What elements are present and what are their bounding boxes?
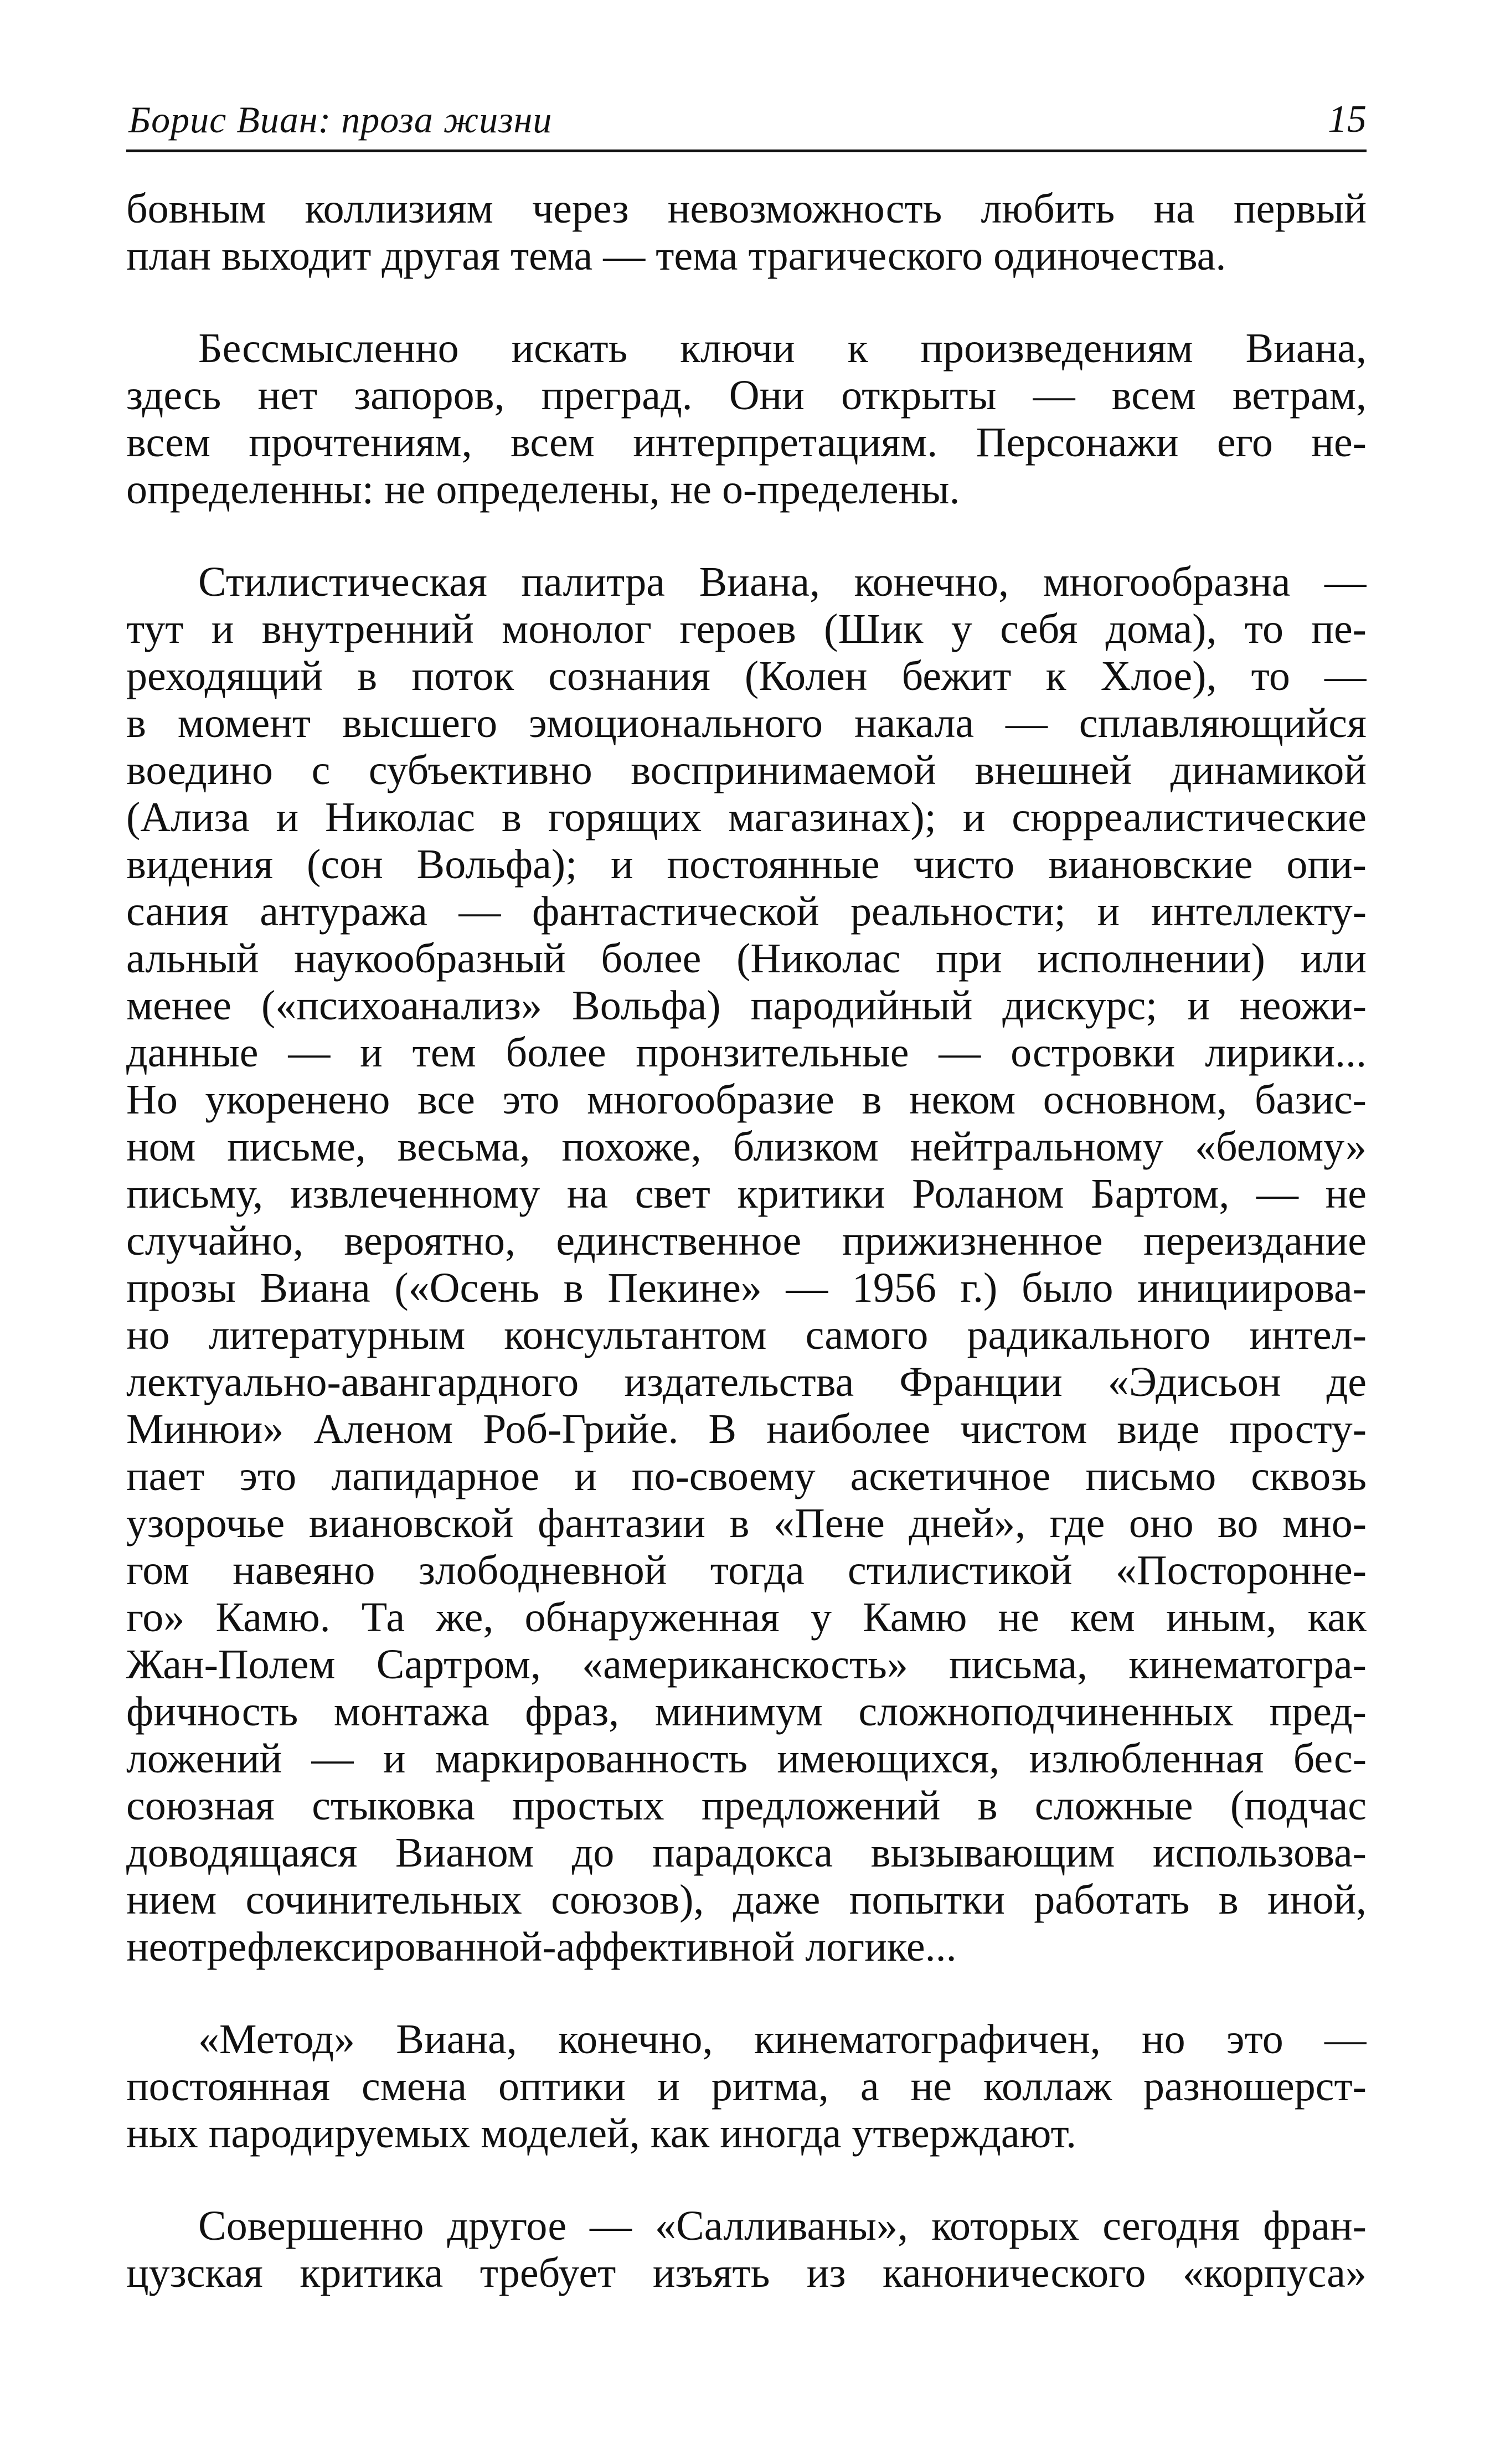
text-line: узорочье виановской фантазии в «Пене дней», где оно во мно-	[126, 1500, 1367, 1547]
text-line: фичность монтажа фраз, минимум сложноподчиненных пред-	[126, 1688, 1367, 1735]
text-line: в момент высшего эмоционального накала — сплавляющийся	[126, 700, 1367, 746]
text-line: прозы Виана («Осень в Пекине» — 1956 г.) было инициирова-	[126, 1265, 1367, 1311]
text-line: но литературным консультантом самого радикального интел-	[126, 1312, 1367, 1358]
text-line: нием сочинительных союзов), даже попытки работать в иной,	[126, 1877, 1367, 1923]
text-line: письму, извлеченному на свет критики Роланом Бартом, — не	[126, 1171, 1367, 1217]
text-line: (Ализа и Николас в горящих магазинах); и сюрреалистические	[126, 794, 1367, 841]
text-line: «Метод» Виана, конечно, кинематографичен, но это —	[198, 2016, 1367, 2063]
text-line: лектуально-авангардного издательства Франции «Эдисьон де	[126, 1359, 1367, 1405]
text-line: го» Камю. Та же, обнаруженная у Камю не кем иным, как	[126, 1594, 1367, 1641]
text-line: план выходит другая тема — тема трагического одиночества.	[126, 233, 1226, 279]
text-line: данные — и тем более пронзительные — островки лирики...	[126, 1029, 1367, 1076]
text-line: реходящий в поток сознания (Колен бежит к Хлое), то —	[126, 653, 1367, 699]
text-line: Совершенно другое — «Салливаны», которых сегодня фран-	[198, 2203, 1367, 2249]
text-line: видения (сон Вольфа); и постоянные чисто виановские опи-	[126, 841, 1367, 888]
text-line: Минюи» Аленом Роб-Грийе. В наиболее чистом виде просту-	[126, 1406, 1367, 1452]
text-line: цузская критика требует изъять из канонического «корпуса»	[126, 2250, 1367, 2296]
text-line: ном письме, весьма, похоже, близком нейтральному «белому»	[126, 1123, 1367, 1170]
text-line: неотрефлексированной-аффективной логике...	[126, 1924, 957, 1970]
text-line: доводящаяся Вианом до парадокса вызывающим использова-	[126, 1829, 1367, 1876]
paragraph	[126, 185, 1367, 280]
text-line: случайно, вероятно, единственное прижизненное переиздание	[126, 1218, 1367, 1264]
text-line: здесь нет запоров, преград. Они открыты — всем ветрам,	[126, 372, 1367, 419]
text-line: воедино с субъективно воспринимаемой внешней динамикой	[126, 747, 1367, 793]
text-line: ложений — и маркированность имеющихся, излюбленная бес-	[126, 1735, 1367, 1782]
text-line: постоянная смена оптики и ритма, а не коллаж разношерст-	[126, 2063, 1367, 2110]
text-line: менее («психоанализ» Вольфа) пародийный дискурс; и неожи-	[126, 982, 1367, 1029]
text-line: сания антуража — фантастической реальности; и интеллекту-	[126, 888, 1367, 935]
text-line: бовным коллизиям через невозможность любить на первый	[126, 185, 1367, 232]
page-number: 15	[1328, 98, 1367, 141]
text-line: Жан-Полем Сартром, «американскость» письма, кинематогра-	[126, 1641, 1367, 1688]
book-page	[126, 83, 1367, 2342]
text-line: Но укоренено все это многообразие в неком основном, базис-	[126, 1076, 1367, 1123]
text-line: гом навеяно злободневной тогда стилистикой «Посторонне-	[126, 1547, 1367, 1594]
body-text	[126, 185, 1367, 2297]
paragraph	[126, 559, 1367, 1971]
text-line: всем прочтениям, всем интерпретациям. Персонажи его не-	[126, 419, 1367, 466]
running-title: Борис Виан: проза жизни	[128, 99, 553, 141]
paragraph	[126, 2016, 1367, 2157]
running-header	[126, 83, 1367, 152]
text-line: альный наукообразный более (Николас при исполнении) или	[126, 935, 1367, 982]
text-line: определенны: не определены, не о-пределены.	[126, 466, 960, 513]
text-line: тут и внутренний монолог героев (Шик у себя дома), то пе-	[126, 606, 1367, 652]
paragraph	[126, 2203, 1367, 2297]
text-line: ных пародируемых моделей, как иногда утверждают.	[126, 2110, 1076, 2157]
text-line: пает это лапидарное и по-своему аскетичное письмо сквозь	[126, 1453, 1367, 1499]
text-line: Бессмысленно искать ключи к произведениям Виана,	[198, 325, 1367, 372]
paragraph	[126, 325, 1367, 513]
text-line: Стилистическая палитра Виана, конечно, многообразна —	[198, 559, 1367, 605]
text-line: союзная стыковка простых предложений в сложные (подчас	[126, 1782, 1367, 1829]
